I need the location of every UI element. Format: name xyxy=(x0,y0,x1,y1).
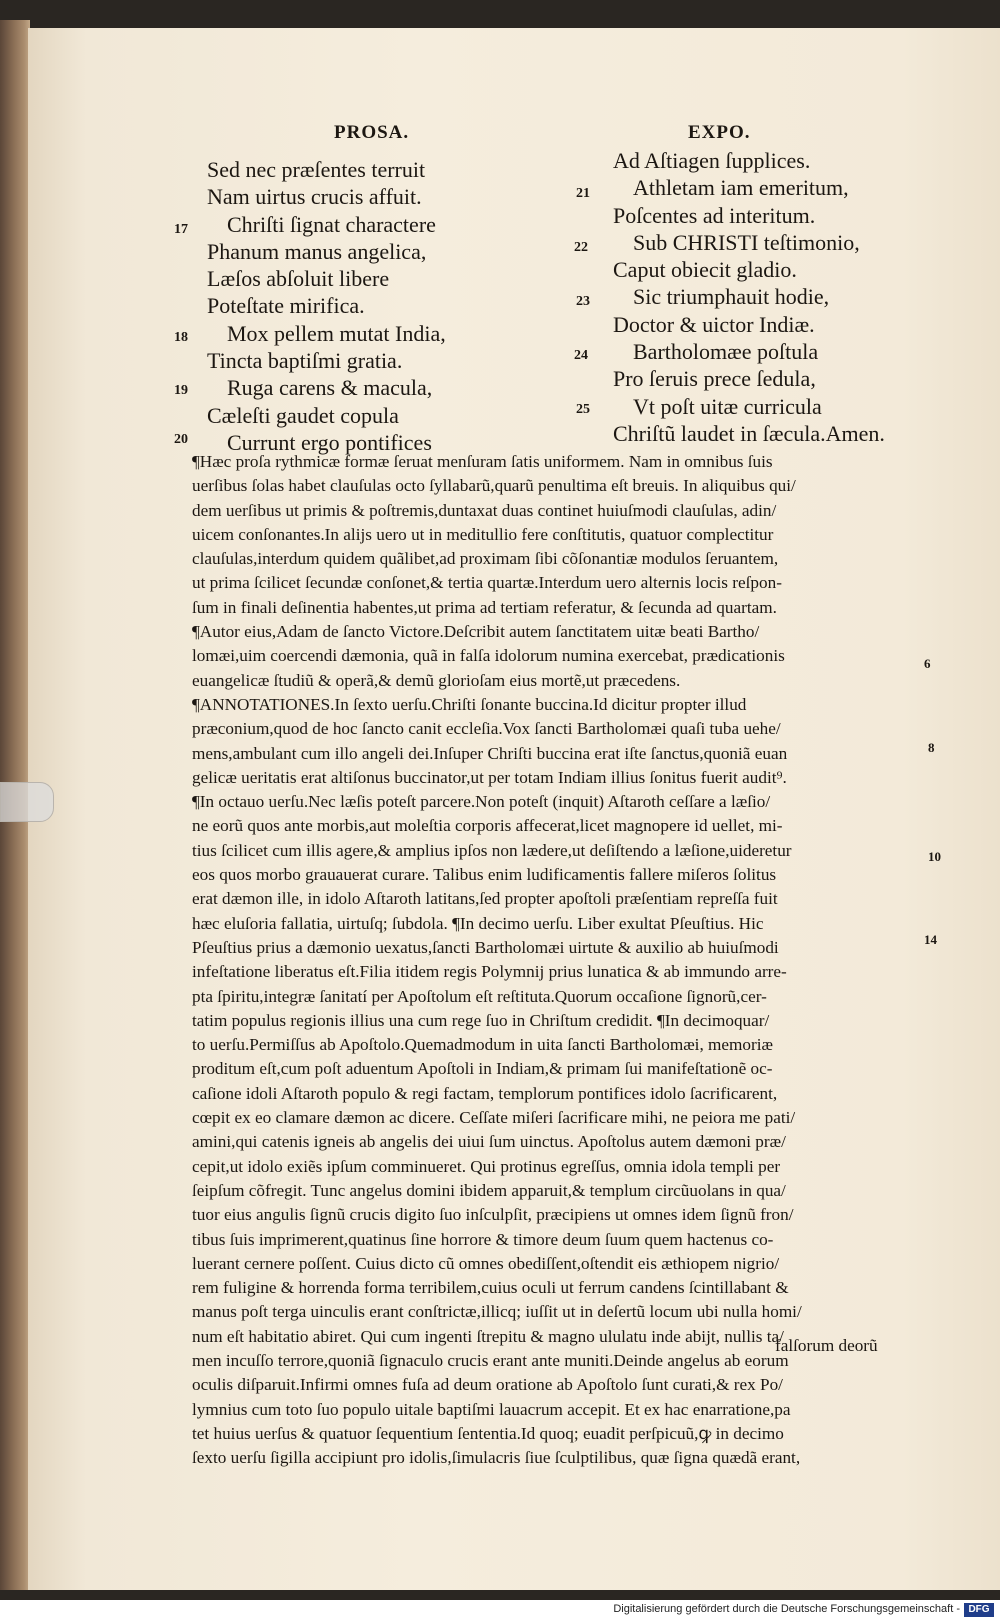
prose-line: pta ſpiritu,integræ ſanitatí per Apoſtolum eſt reſtituta.Quorum occaſione ſignorũ,cer- xyxy=(192,986,767,1006)
verse-number: 22 xyxy=(574,240,588,255)
prose-line: amini,qui catenis igneis ab angelis dei uiui ſum uinctus. Apoſtolus autem dæmoni præ/ xyxy=(192,1132,786,1152)
margin-number: 6 xyxy=(924,656,931,671)
prose-line: euangelicæ ſtudiũ & operã,& demũ glorioſam eius mortẽ,ut præcedens. xyxy=(192,670,681,690)
prose-line: Pſeuſtius prius a dæmonio uexatus,ſancti Bartholomæi uirtute & auxilio ab huiuſmodi xyxy=(192,937,779,957)
verse-line: Ad Aſtiagen ſupplices. xyxy=(613,148,811,173)
prose-line: tet huius uerſus & quatuor ſequentium ſententia.Id quoq; euadit perſpicuũ,ꝙ in decimo xyxy=(192,1423,784,1443)
prose-line: lomæi,uim coercendi dæmonia, quã in falſa idolorum numina exercebat, prædicationis xyxy=(192,646,785,666)
running-header-left: PROSA. xyxy=(334,122,410,143)
verse-number: 21 xyxy=(576,186,590,201)
prose-line: caſione idoli Aſtaroth populo & regi factam, templorum pontifices idolo ſacrificarent, xyxy=(192,1083,778,1103)
verse-line: Caput obiecit gladio. xyxy=(613,257,797,283)
running-header-right: EXPO. xyxy=(688,122,751,143)
prose-line: ¶ANNOTATIONES.In ſexto uerſu.Chriſti ſonante buccina.Id dicitur propter illud xyxy=(192,694,747,714)
verse-line: Nam uirtus crucis affuit. xyxy=(207,184,422,210)
prose-line: lymnius cum toto ſuo populo uitale baptiſmi lauacrum accepit. Et ex hac enarratione,pa xyxy=(192,1399,791,1419)
verse-line: Currunt ergo pontifices xyxy=(227,429,432,455)
prose-line: cepit,ut idolo exiẽs ipſum comminueret. Qui protinus egreſſus, omnia idola templi per xyxy=(192,1156,781,1176)
margin-number: 8 xyxy=(928,740,935,755)
prose-line: cœpit ex eo clamare dæmon ac dicere. Ceſſate miſeri ſacrificare mihi, ne peiora me pati/ xyxy=(192,1108,796,1128)
prose-line: hæc eluſoria fallatia, uirtuſq; ſubdola. ¶In decimo uerſu. Liber exultat Pſeuſtius. Hic xyxy=(192,913,764,933)
footer-credit: Digitalisierung gefördert durch die Deutsche Forschungsgemeinschaft - xyxy=(613,1603,960,1615)
prose-line: luerant cernere poſſent. Cuius dicto cũ omnes obediſſent,oſtendit eis æthiopem nigrio/ xyxy=(192,1253,780,1273)
dfg-logo-icon: DFG xyxy=(964,1603,994,1617)
prose-line: uerſibus ſolas habet clauſulas octo ſyllabarũ,quarũ penultima eſt breuis. In aliquibus qui/ xyxy=(192,476,796,496)
verse-number: 20 xyxy=(174,432,188,447)
prose-line: præconium,quod de hoc ſancto canit eccleſia.Vox ſancti Bartholomæi quaſi tuba uehe/ xyxy=(192,719,781,739)
margin-number: 10 xyxy=(928,849,941,864)
verse-line: Mox pellem mutat India, xyxy=(227,320,446,346)
verse-line: Doctor & uictor Indiæ. xyxy=(613,311,815,337)
verse-line: Læſos abſoluit libere xyxy=(207,266,390,292)
prose-line: oculis diſparuit.Infirmi omnes fuſa ad deum oratione ab Apoſtolo ſunt curati,& rex Po/ xyxy=(192,1375,783,1395)
verse-number: 18 xyxy=(174,330,188,345)
prose-line: erat dæmon ille, in idolo Aſtaroth latitans,ſed propter apoſtoli præſentiam repreſſa fuit xyxy=(192,889,778,909)
verse-column-left xyxy=(207,156,446,456)
verse-number: 23 xyxy=(576,294,590,309)
verse-number: 19 xyxy=(174,383,188,398)
verse-column-right xyxy=(613,147,885,447)
verse-line: Sub CHRISTI teſtimonio, xyxy=(633,229,860,255)
prose-line: ne eorũ quos ante morbis,aut moleſtia corporis affecerat,licet magnopere id uellet, mi- xyxy=(192,816,783,836)
prose-line: proditum eſt,cum poſt aduentum Apoſtoli in Indiam,& primam ſui manifeſtationẽ oc- xyxy=(192,1059,773,1079)
verse-line: Cæleſti gaudet copula xyxy=(207,402,399,428)
prose-line: clauſulas,interdum quidem quãlibet,ad proximam ſibi cõſonantiæ modulos ſeruantem, xyxy=(192,549,779,569)
verse-line: Tincta baptiſmi gratia. xyxy=(207,348,403,374)
verse-line: Vt poſt uitæ curricula xyxy=(633,393,822,419)
verse-line: Poſcentes ad interitum. xyxy=(613,202,816,228)
prose-line: gelicæ ueritatis erat altiſonus buccinator,ut per totam Indiam illius ſonitus fuerit audit⁹. xyxy=(192,767,787,787)
prose-line: ¶Hæc proſa rythmicæ formæ ſeruat menſuram ſatis uniformem. Nam in omnibus ſuis xyxy=(192,452,773,471)
verse-number: 17 xyxy=(174,222,188,237)
verse-line: Phanum manus angelica, xyxy=(207,238,427,264)
verse-line: Poteſtate mirifica. xyxy=(207,293,365,319)
prose-line: ſexto uerſu ſigilla accipiunt pro idolis,ſimulacris ſiue ſculptilibus, quæ ſigna quædã erant, xyxy=(192,1448,801,1468)
prose-line: num eſt habitatio abiret. Qui cum ingenti ſtrepitu & magno ululatu inde abijt, nullis ta/ xyxy=(192,1326,784,1346)
prose-line: rem fuligine & horrenda forma terribilem,cuius oculi ut ferrum candens ſcintillabant & xyxy=(192,1278,789,1298)
verse-line: Chriſtũ laudet in ſæcula.Amen. xyxy=(613,420,885,446)
verse-line: Bartholomæe poſtula xyxy=(633,339,819,365)
prose-line: manus poſt terga uinculis erant conſtrictæ,illicq; iuſſit ut in deſertũ locum ubi nulla homi/ xyxy=(192,1302,802,1322)
prose-line: ¶Autor eius,Adam de ſancto Victore.Deſcribit autem ſanctitatem uitæ beati Bartho/ xyxy=(192,622,760,642)
prose-line: infeſtatione liberatus eſt.Filia itidem regis Polymnij prius lunatica & ab immundo arre- xyxy=(192,962,787,982)
verse-line: Ruga carens & macula, xyxy=(227,375,433,401)
verse-number: 25 xyxy=(576,402,590,417)
prose-line: ¶In octauo uerſu.Nec læſis poteſt parcere.Non poteſt (inquit) Aſtaroth ceſſare a læſio/ xyxy=(192,792,771,812)
prose-line: mens,ambulant cum illo angeli dei.Inſuper Chriſti buccina erat iſte ſanctus,quoniã euan xyxy=(192,743,788,763)
prose-line: eos quos morbo grauauerat curare. Talibus enim ludificamentis fallere miſeros ſolitus xyxy=(192,865,777,885)
prose-line: dem uerſibus ut primis & poſtremis,duntaxat duas continet huiuſmodi clauſulas, adin/ xyxy=(192,500,777,520)
prose-line: ſum in finali deſinentia habentes,ut prima ad tertiam referatur, & ſecunda ad quartam. xyxy=(192,597,777,617)
margin-number: 14 xyxy=(924,932,937,947)
prose-line: to uerſu.Permiſſus ab Apoſtolo.Quemadmodum in uita ſancti Bartholomæi, memoriæ xyxy=(192,1035,773,1055)
prose-line: ſeipſum cõfregit. Tunc angelus domini ibidem apparuit,& templum circũuolans in qua/ xyxy=(192,1180,786,1200)
verse-line: Sed nec præſentes terruit xyxy=(207,157,426,182)
prose-line: uicem conſonantes.In alijs uero ut in meditullio fere conſtitutis, quatuor complectitur xyxy=(192,524,774,544)
prose-line: ut prima ſcilicet ſecundæ conſonet,& tertia quartæ.Interdum uero alternis locis reſpon- xyxy=(192,573,782,593)
verse-number: 24 xyxy=(574,348,588,363)
verse-line: Chriſti ſignat charactere xyxy=(227,211,436,237)
bookmark-tab xyxy=(0,782,54,822)
prose-line: tibus ſuis imprimerent,quatinus ſine horrore & timore deum ſuum quem hactenus co- xyxy=(192,1229,774,1249)
prose-line: tius ſcilicet cum illis agere,& amplius ipſos non lædere,ut deſiſtendo a læſione,uideretur xyxy=(192,840,792,860)
verse-line: Athletam iam emeritum, xyxy=(633,175,849,201)
commentary-text xyxy=(192,450,910,1470)
prose-line: men incuſſo terrore,quoniã ſignaculo crucis erant ante muniti.Deinde angelus ab eorum xyxy=(192,1350,789,1370)
verse-line: Sic triumphauit hodie, xyxy=(633,284,830,310)
prose-line: tatim populus regionis illius una cum rege ſuo in Chriſtum credidit. ¶In decimoquar/ xyxy=(192,1010,770,1030)
verse-line: Pro ſeruis prece ſedula, xyxy=(613,366,816,392)
footer-bar xyxy=(0,1600,1000,1621)
prose-line: tuor eius angulis ſignũ crucis digito ſuo inſculpſit, præcipiens ut omnes idem ſignũ fron/ xyxy=(192,1205,794,1225)
catchword: falſorum deorũ xyxy=(775,1336,878,1355)
